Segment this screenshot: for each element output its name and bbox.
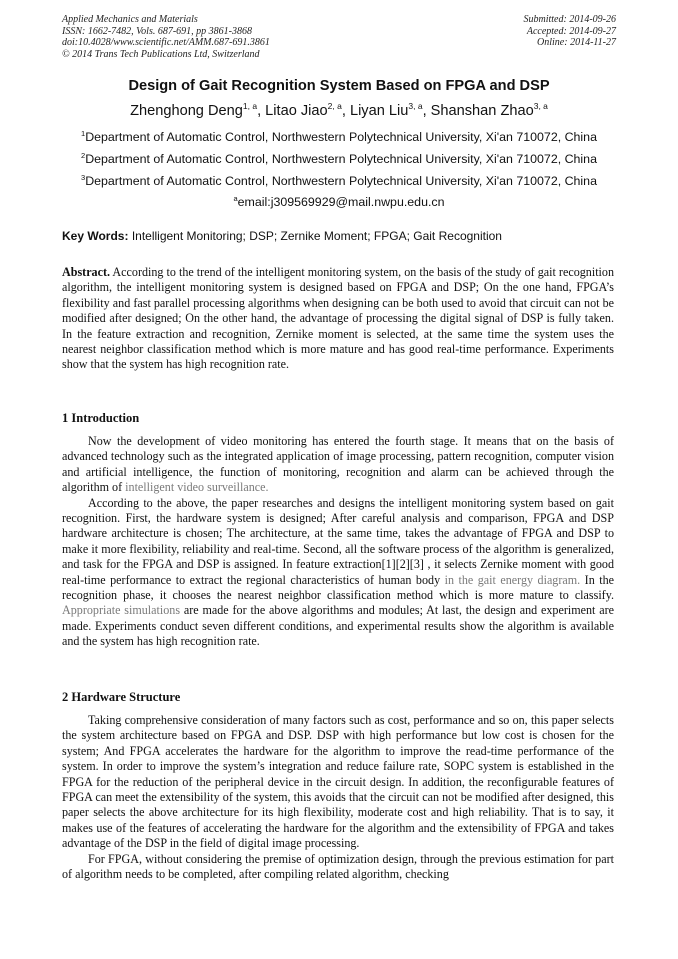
dates-header (524, 14, 617, 49)
paragraph (62, 434, 614, 496)
author-sup: 2, a (327, 101, 342, 111)
journal-header (62, 14, 270, 60)
journal-name: Applied Mechanics and Materials (62, 14, 198, 25)
section-heading-introduction: 1 Introduction (62, 411, 140, 425)
paragraph (62, 496, 614, 650)
author-name: Litao Jiao (265, 103, 328, 119)
affiliation (0, 174, 678, 188)
paragraph: For FPGA, without considering the premise of optimization design, through the previous estimation for part of algorithm needs to be completed, after compiling related algorithm, checking (62, 851, 614, 882)
email-line (0, 195, 678, 209)
author-name: Zhenghong Deng (130, 103, 243, 119)
paper-title: Design of Gait Recognition System Based on FPGA and DSP (128, 78, 550, 94)
author-sup: 3, a (408, 101, 423, 111)
author-name: Shanshan Zhao (430, 103, 534, 119)
affiliation-sup: 2 (81, 151, 86, 160)
copyright-line: © 2014 Trans Tech Publications Ltd, Switzerland (62, 48, 260, 60)
author-list: Zhenghong Deng$^{1, a}$, Litao Jiao$^{2, a}$, Liyan Liu$^{3, a}$, Shanshan Zhao$^{3, a}$ (130, 101, 548, 119)
affiliation-text: Department of Automatic Control, Northwestern Polytechnical University, Xi'an 710072, China (85, 130, 597, 144)
paragraph-text: According to the above, the paper researches and designs the intelligent monitoring system based on gait recognition. First, the hardware system is designed; After careful analysis and comparison, FPGA and DSP hardware architecture is chosen; The architecture, at the same time, takes the advantage of FPGA and DSP to make it more flexibility, reliability and real-time. Second, all the software process of the algorithm is generalized, and task for the FPGA and DSP is assigned. In feature extraction[1][2][3] , it selects Zernike moment with good real-time performance to extract the regional characteristics of human body (62, 495, 614, 587)
affiliation (0, 130, 678, 144)
affiliation-text: Department of Automatic Control, Northwestern Polytechnical University, Xi'an 710072, China (85, 174, 597, 188)
paragraph-text: In the recognition phase, it chooses the nearest neighbor classification method which is more mature to classify. (62, 572, 615, 603)
section-heading-hardware: 2 Hardware Structure (62, 690, 181, 704)
affiliation-text: Department of Automatic Control, Northwestern Polytechnical University, Xi'an 710072, China (85, 152, 597, 166)
affiliation (0, 152, 678, 166)
keywords-label: Key Words: (62, 229, 129, 243)
paragraph: Taking comprehensive consideration of many factors such as cost, performance and so on, this paper selects the system architecture based on FPGA and DSP. DSP with high performance but low cost is chosen for the system; And FPGA accelerates the hardware for the algorithm to improve the read-time performance of the system. In order to improve the system’s integration and reduce failure rate, SOPC system is established in the FPGA for the reduction of the peripheral device in the circuit design. In addition, the reconfigurable features of FPGA can meet the extensibility of the system, this avoids that the circuit can not be modified after designed, this paper selects the above architecture for its high flexibility, moderate cost and high reliability. That is to say, it makes use of the features of accelerating the hardware for the algorithm and the extensibility of FPGA and takes advantage of the DSP in the field of digital image processing. (62, 713, 614, 851)
issn-line: ISSN: 1662-7482, Vols. 687-691, pp 3861-3868 (62, 25, 252, 37)
highlighted-phrase: intelligent video surveillance. (125, 480, 269, 495)
affiliation-sup: 1 (81, 129, 86, 138)
email-sup: a (233, 194, 238, 203)
paragraph-text: are made for the above algorithms and modules; At last, the design and experiment are made. Experiments conduct seven different conditions, and experimental results show the algorithm is available and the system has high recognition rate. (62, 603, 615, 649)
doi-line[interactable]: doi:10.4028/www.scientific.net/AMM.687-691.3861 (62, 37, 270, 48)
keywords-text: Intelligent Monitoring; DSP; Zernike Moment; FPGA; Gait Recognition (131, 229, 502, 243)
affiliation-sup: 3 (81, 173, 86, 182)
highlighted-phrase: Appropriate simulations (62, 603, 181, 618)
author-name: Liyan Liu (349, 103, 409, 119)
introduction-body (62, 434, 614, 650)
abstract-block (62, 265, 614, 373)
paragraph-text: Now the development of video monitoring has entered the fourth stage. It means that on the basis of advanced technology such as the integrated application of image processing, pattern recognition, computer vision and artificial intelligence, the function of monitoring, recognition and alarm can be achieved through the algorithm of (62, 434, 614, 495)
highlighted-phrase: in the gait energy diagram. (444, 572, 581, 587)
author-sup: 3, a (533, 101, 548, 111)
accepted-date: Accepted: 2014-09-27 (526, 25, 616, 37)
author-sup: 1, a (242, 101, 258, 111)
hardware-body (62, 713, 614, 882)
abstract-label: Abstract. (62, 265, 111, 279)
submitted-date: Submitted: 2014-09-26 (523, 14, 616, 25)
keywords-line (62, 229, 622, 243)
email-address[interactable]: email:j309569929@mail.nwpu.edu.cn (237, 195, 445, 209)
online-date: Online: 2014-11-27 (537, 37, 616, 48)
abstract-text: According to the trend of the intelligent monitoring system, on the basis of the study of gait recognition algorithm, the intelligent monitoring system is designed based on FPGA and DSP; On the one hand, FPGA’s flexibility and fast parallel processing algorithms when designing can be both used to avoid that circuit can not be modified after designed; On the other hand, the advantage of processing the digital signal of DSP is fully taken. In the feature extraction and recognition, Zernike moment is selected, at the same time the system uses the nearest neighbor classification method which is more mature and has good real-time performance. Experiments show that the system has high recognition rate. (62, 265, 615, 372)
